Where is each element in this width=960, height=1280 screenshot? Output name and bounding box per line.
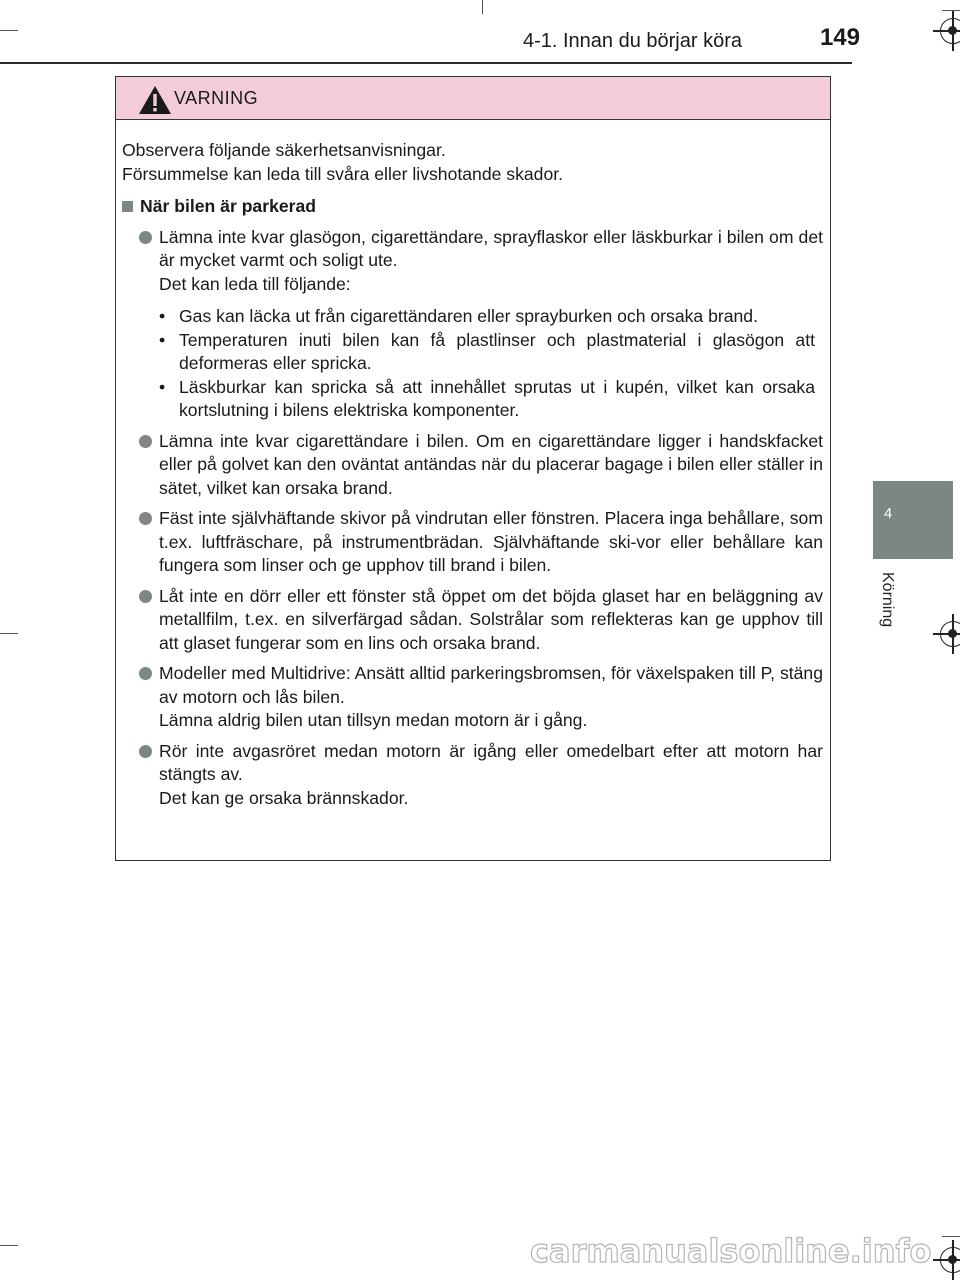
bullet-text: Lämna aldrig bilen utan tillsyn medan motorn är i gång. [159,710,588,730]
sub-item-text: Gas kan läcka ut från cigarettändaren eller sprayburken och orsaka brand. [179,306,758,326]
crop-mark [0,633,18,634]
chapter-number: 4 [883,505,893,522]
list-item [122,430,823,501]
bullet-text: Det kan leda till följande: [159,273,351,294]
list-item [122,585,823,656]
bullet-text: Rör inte avgasröret medan motorn är igång eller omedelbart efter att motorn har stängts av. [159,740,823,784]
warning-intro [122,139,823,186]
watermark [528,1234,958,1270]
sub-list [159,305,823,423]
warning-header [116,77,830,120]
list-item [122,740,823,811]
crop-mark [942,10,960,11]
list-item [122,662,823,733]
registration-mark-icon [940,18,960,44]
circle-bullet-icon [139,231,152,244]
chapter-label: Körning [879,572,896,628]
circle-bullet-icon [139,745,152,758]
sub-item-text: Läskburkar kan spricka så att innehållet sprutas ut i kupén, vilket kan orsaka kortslutning i bilens elektriska komponenter. [179,376,815,420]
bullet-text: Modeller med Multidrive: Ansätt alltid parkeringsbromsen, för växelspaken till P, stäng av motorn och lås bilen. [159,663,823,707]
warning-triangle-icon [138,85,172,115]
intro-line: Observera följande säkerhetsanvisningar. [122,140,446,160]
section-heading [122,195,823,219]
bullet-text: Låt inte en dörr eller ett fönster stå öppet om det böjda glaset har en beläggning av metallfilm, t.ex. en silverfärgad sådan. Solstrålar som reflekteras kan ge upphov till att glaset fungerar som en lins och orsaka brand. [159,585,823,653]
list-item [122,226,823,423]
circle-bullet-icon [139,590,152,603]
circle-bullet-icon [139,435,152,448]
intro-line: Försummelse kan leda till svåra eller livshotande skador. [122,163,564,184]
watermark-text: carmanualsonline.info [530,1234,932,1270]
section-title: 4-1. Innan du börjar köra [522,30,742,52]
dot-bullet-icon: • [159,376,166,397]
sub-list-item [159,305,815,329]
crop-mark [0,30,18,31]
warning-title: VARNING [174,88,259,108]
crop-mark [0,1245,18,1246]
dot-bullet-icon: • [159,329,166,350]
bullet-text: Lämna inte kvar cigarettändare i bilen. Om en cigarettändare ligger i handskfacket eller på golvet kan den oväntat antändas när du placerar bagage i bilen eller ställer in sätet, vilket kan orsaka brand. [159,430,823,498]
bullet-text: Fäst inte självhäftande skivor på vindrutan eller fönstren. Placera inga behållare, som t.ex. luftfräschare, på instrumentbrädan. Självhäftande ski-vor eller behållare kan fungera som linser och ge upphov till brand i bilen. [159,508,823,575]
page-number: 149 [819,24,860,51]
dot-bullet-icon: • [159,306,166,326]
registration-mark-icon [940,621,960,647]
sub-list-item [159,329,815,376]
bullet-text: Lämna inte kvar glasögon, cigarettändare, sprayflaskor eller läskburkar i bilen om det är mycket varmt och soligt ute. [159,226,823,270]
crop-mark [482,0,483,14]
square-bullet-icon [122,201,133,212]
circle-bullet-icon [139,512,152,525]
sub-list-item [159,376,815,423]
header-rule [0,62,852,64]
sub-item-text: Temperaturen inuti bilen kan få plastlinser och plastmaterial i glasögon att deformeras eller spricka. [179,329,815,373]
warning-body [116,120,830,810]
list-item [122,507,823,578]
bullet-text: Det kan ge orsaka brännskador. [159,787,409,808]
warning-box [115,76,831,861]
circle-bullet-icon [139,667,152,680]
section-heading-text: När bilen är parkerad [140,196,317,216]
